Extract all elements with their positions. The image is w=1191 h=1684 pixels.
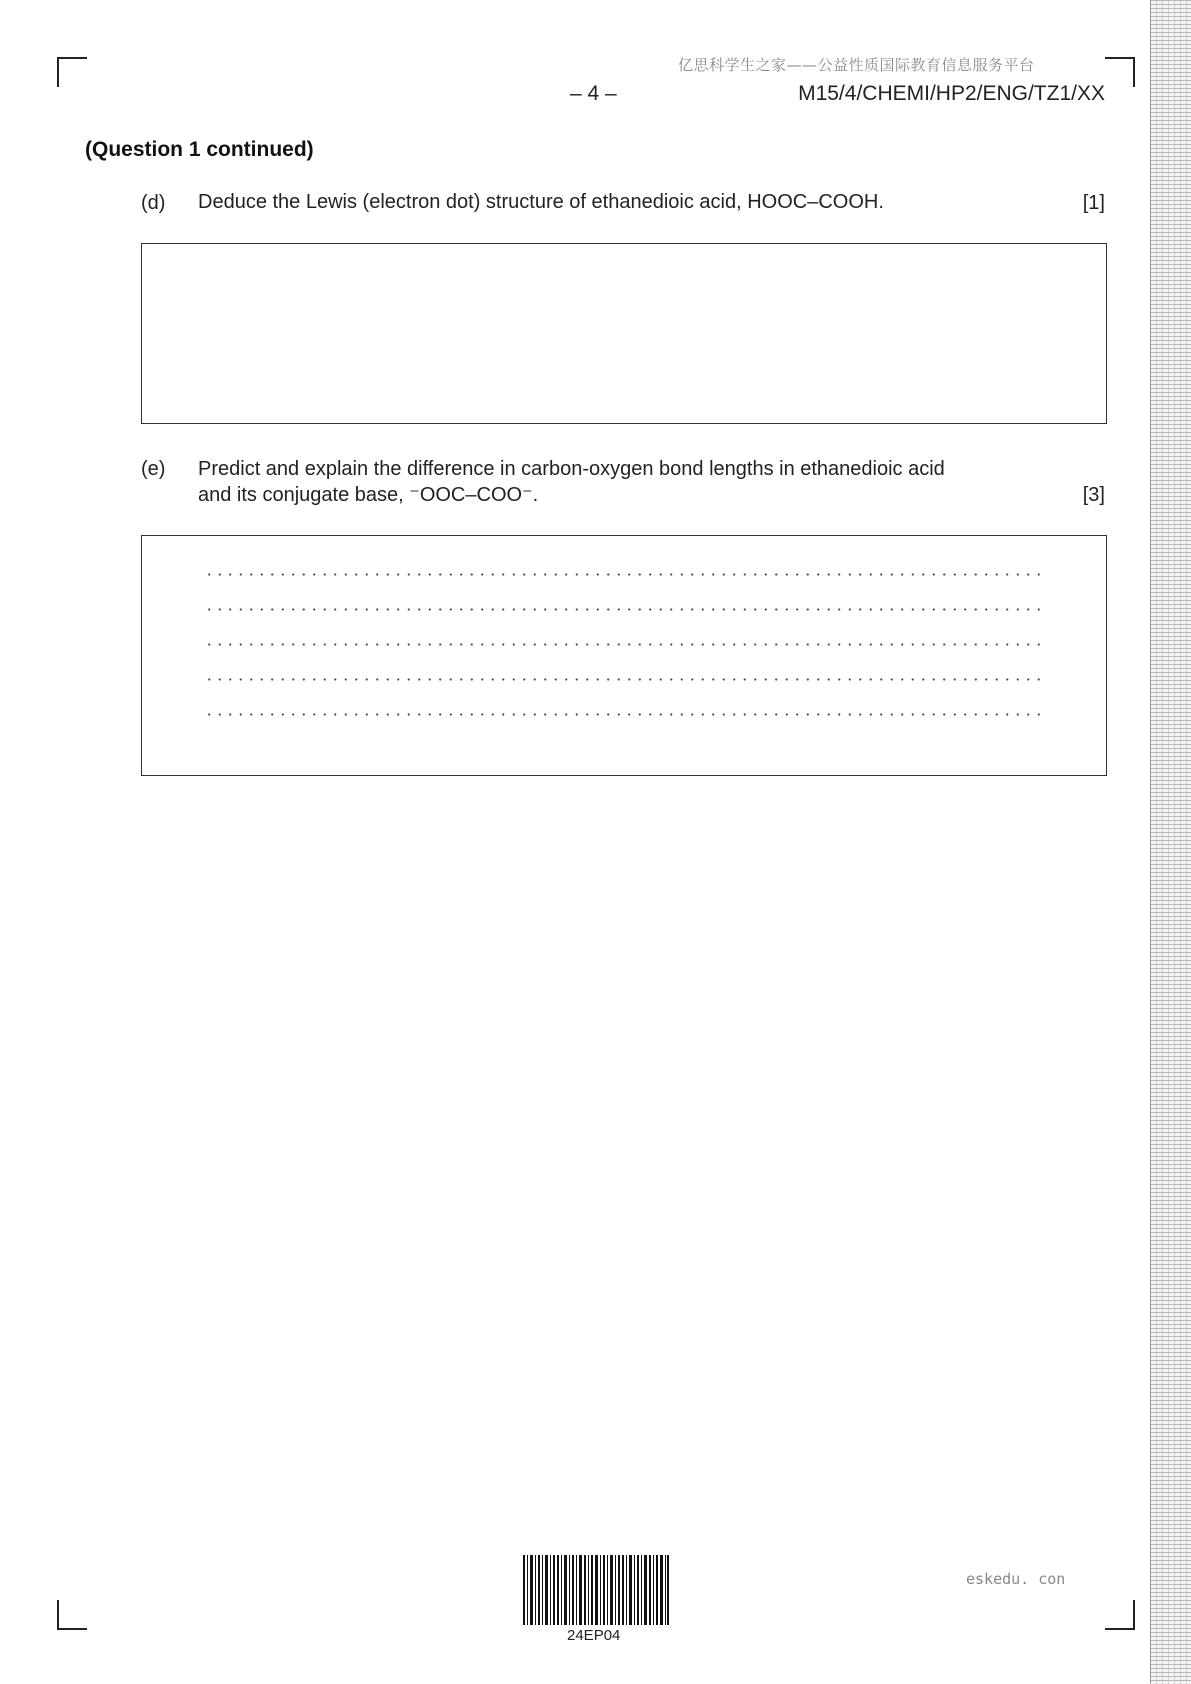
part-d-label: (d) bbox=[141, 192, 166, 214]
side-margin-strip bbox=[1150, 0, 1191, 1684]
crop-mark-top-left bbox=[57, 57, 87, 87]
crop-mark-bottom-right bbox=[1105, 1600, 1135, 1630]
part-e-question-line2: and its conjugate base, ⁻OOC–COO⁻. bbox=[198, 484, 539, 506]
page-number: – 4 – bbox=[570, 82, 617, 105]
answer-line[interactable] bbox=[204, 643, 1042, 646]
part-e-answer-box[interactable] bbox=[141, 535, 1107, 776]
part-d-answer-box[interactable] bbox=[141, 243, 1107, 424]
crop-mark-bottom-left bbox=[57, 1600, 87, 1630]
part-e-marks: [3] bbox=[1082, 484, 1105, 506]
answer-line[interactable] bbox=[204, 608, 1042, 611]
part-e-label: (e) bbox=[141, 458, 166, 480]
question-heading: (Question 1 continued) bbox=[85, 138, 314, 161]
footer-watermark: eskedu. con bbox=[966, 1570, 1066, 1588]
answer-line[interactable] bbox=[204, 573, 1042, 576]
part-e-question-line1: Predict and explain the difference in carbon-oxygen bond lengths in ethanedioic acid bbox=[198, 458, 945, 480]
barcode bbox=[523, 1555, 669, 1625]
part-d-question: Deduce the Lewis (electron dot) structure of ethanedioic acid, HOOC–COOH. bbox=[198, 191, 884, 213]
answer-line[interactable] bbox=[204, 713, 1042, 716]
crop-mark-top-right bbox=[1105, 57, 1135, 87]
part-d-marks: [1] bbox=[1082, 192, 1105, 214]
paper-code: M15/4/CHEMI/HP2/ENG/TZ1/XX bbox=[798, 82, 1105, 105]
barcode-label: 24EP04 bbox=[567, 1627, 621, 1644]
header-watermark: 亿思科学生之家——公益性质国际教育信息服务平台 bbox=[678, 56, 1035, 74]
answer-line[interactable] bbox=[204, 678, 1042, 681]
